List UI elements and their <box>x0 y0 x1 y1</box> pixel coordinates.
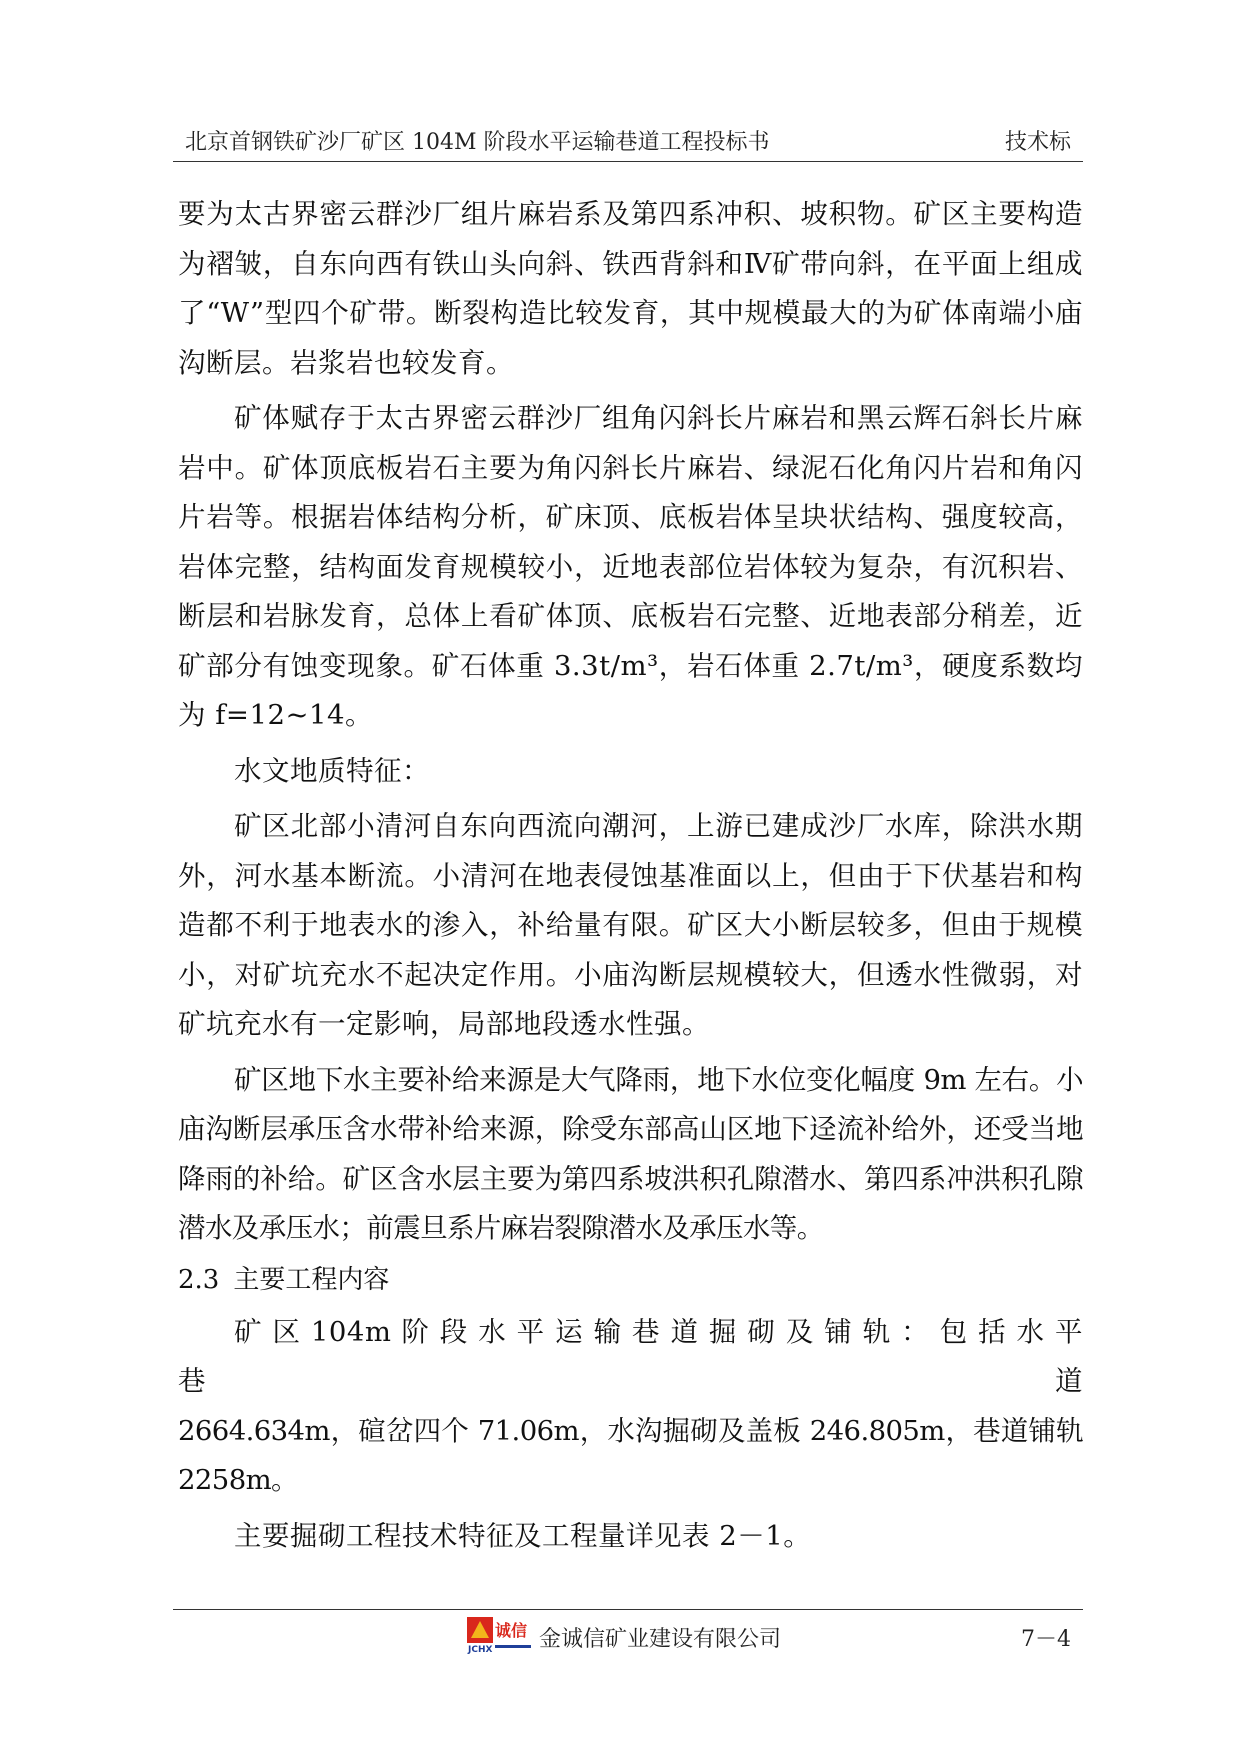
section-number: 2.3 <box>178 1264 220 1295</box>
paragraph-scope-line2: 2664.634m，碹岔四个 71.06m，水沟掘砌及盖板 246.805m，巷道铺轨 2258m。 <box>178 1414 1083 1496</box>
section-tag: 技术标 <box>1004 130 1071 155</box>
document-title: 北京首钢铁矿沙厂矿区 104M 阶段水平运输巷道工程投标书 <box>185 130 770 155</box>
svg-text:JCHX: JCHX <box>468 1645 493 1654</box>
company-logo-icon <box>465 1614 537 1654</box>
company-name: 金诚信矿业建设有限公司 <box>539 1627 782 1652</box>
page-number: 7－4 <box>1021 1627 1071 1652</box>
section-title: 主要工程内容 <box>233 1264 390 1295</box>
section-heading <box>178 1256 1083 1304</box>
page-footer <box>173 1609 1083 1660</box>
document-body <box>178 190 1083 1561</box>
paragraph-table-reference: 主要掘砌工程技术特征及工程量详见表 2－1。 <box>234 1519 812 1552</box>
paragraph-scope-line1: 矿 区 104m 阶 段 水 平 运 输 巷 道 掘 砌 及 铺 轨 ： 包 括 水 平 巷 道 <box>178 1315 1083 1397</box>
paragraph-geology: 要为太古界密云群沙厂组片麻岩系及第四系冲积、坡积物。矿区主要构造为褶皱，自东向西有铁山头向斜、铁西背斜和Ⅳ矿带向斜，在平面上组成了“W”型四个矿带。断裂构造比较发育，其中规模最大的为矿体南端小庙沟断层。岩浆岩也较发育。 <box>178 198 1083 379</box>
paragraph-groundwater: 矿区地下水主要补给来源是大气降雨，地下水位变化幅度 9m 左右。小庙沟断层承压含水带补给来源，除受东部高山区地下迳流补给外，还受当地降雨的补给。矿区含水层主要为第四系坡洪积孔隙潜水、第四系冲洪积孔隙潜水及承压水；前震旦系片麻岩裂隙潜水及承压水等。 <box>178 1063 1083 1244</box>
svg-text:诚信: 诚信 <box>495 1621 528 1640</box>
paragraph-surface-water: 矿区北部小清河自东向西流向潮河，上游已建成沙厂水库，除洪水期外，河水基本断流。小清河在地表侵蚀基准面以上，但由于下伏基岩和构造都不利于地表水的渗入，补给量有限。矿区大小断层较多，但由于规模小，对矿坑充水不起决定作用。小庙沟断层规模较大，但透水性微弱，对矿坑充水有一定影响，局部地段透水性强。 <box>178 810 1083 1040</box>
page-header <box>173 121 1083 162</box>
paragraph-hydro-heading: 水文地质特征： <box>234 754 430 787</box>
paragraph-ore-body: 矿体赋存于太古界密云群沙厂组角闪斜长片麻岩和黑云辉石斜长片麻岩中。矿体顶底板岩石主要为角闪斜长片麻岩、绿泥石化角闪片岩和角闪片岩等。根据岩体结构分析，矿床顶、底板岩体呈块状结构、强度较高，岩体完整，结构面发育规模较小，近地表部位岩体较为复杂，有沉积岩、断层和岩脉发育，总体上看矿体顶、底板岩石完整、近地表部分稍差，近矿部分有蚀变现象。矿石体重 3.3t/m³，岩石体重 2.7t/m³，硬度系数均为 f=12~14。 <box>178 402 1083 731</box>
